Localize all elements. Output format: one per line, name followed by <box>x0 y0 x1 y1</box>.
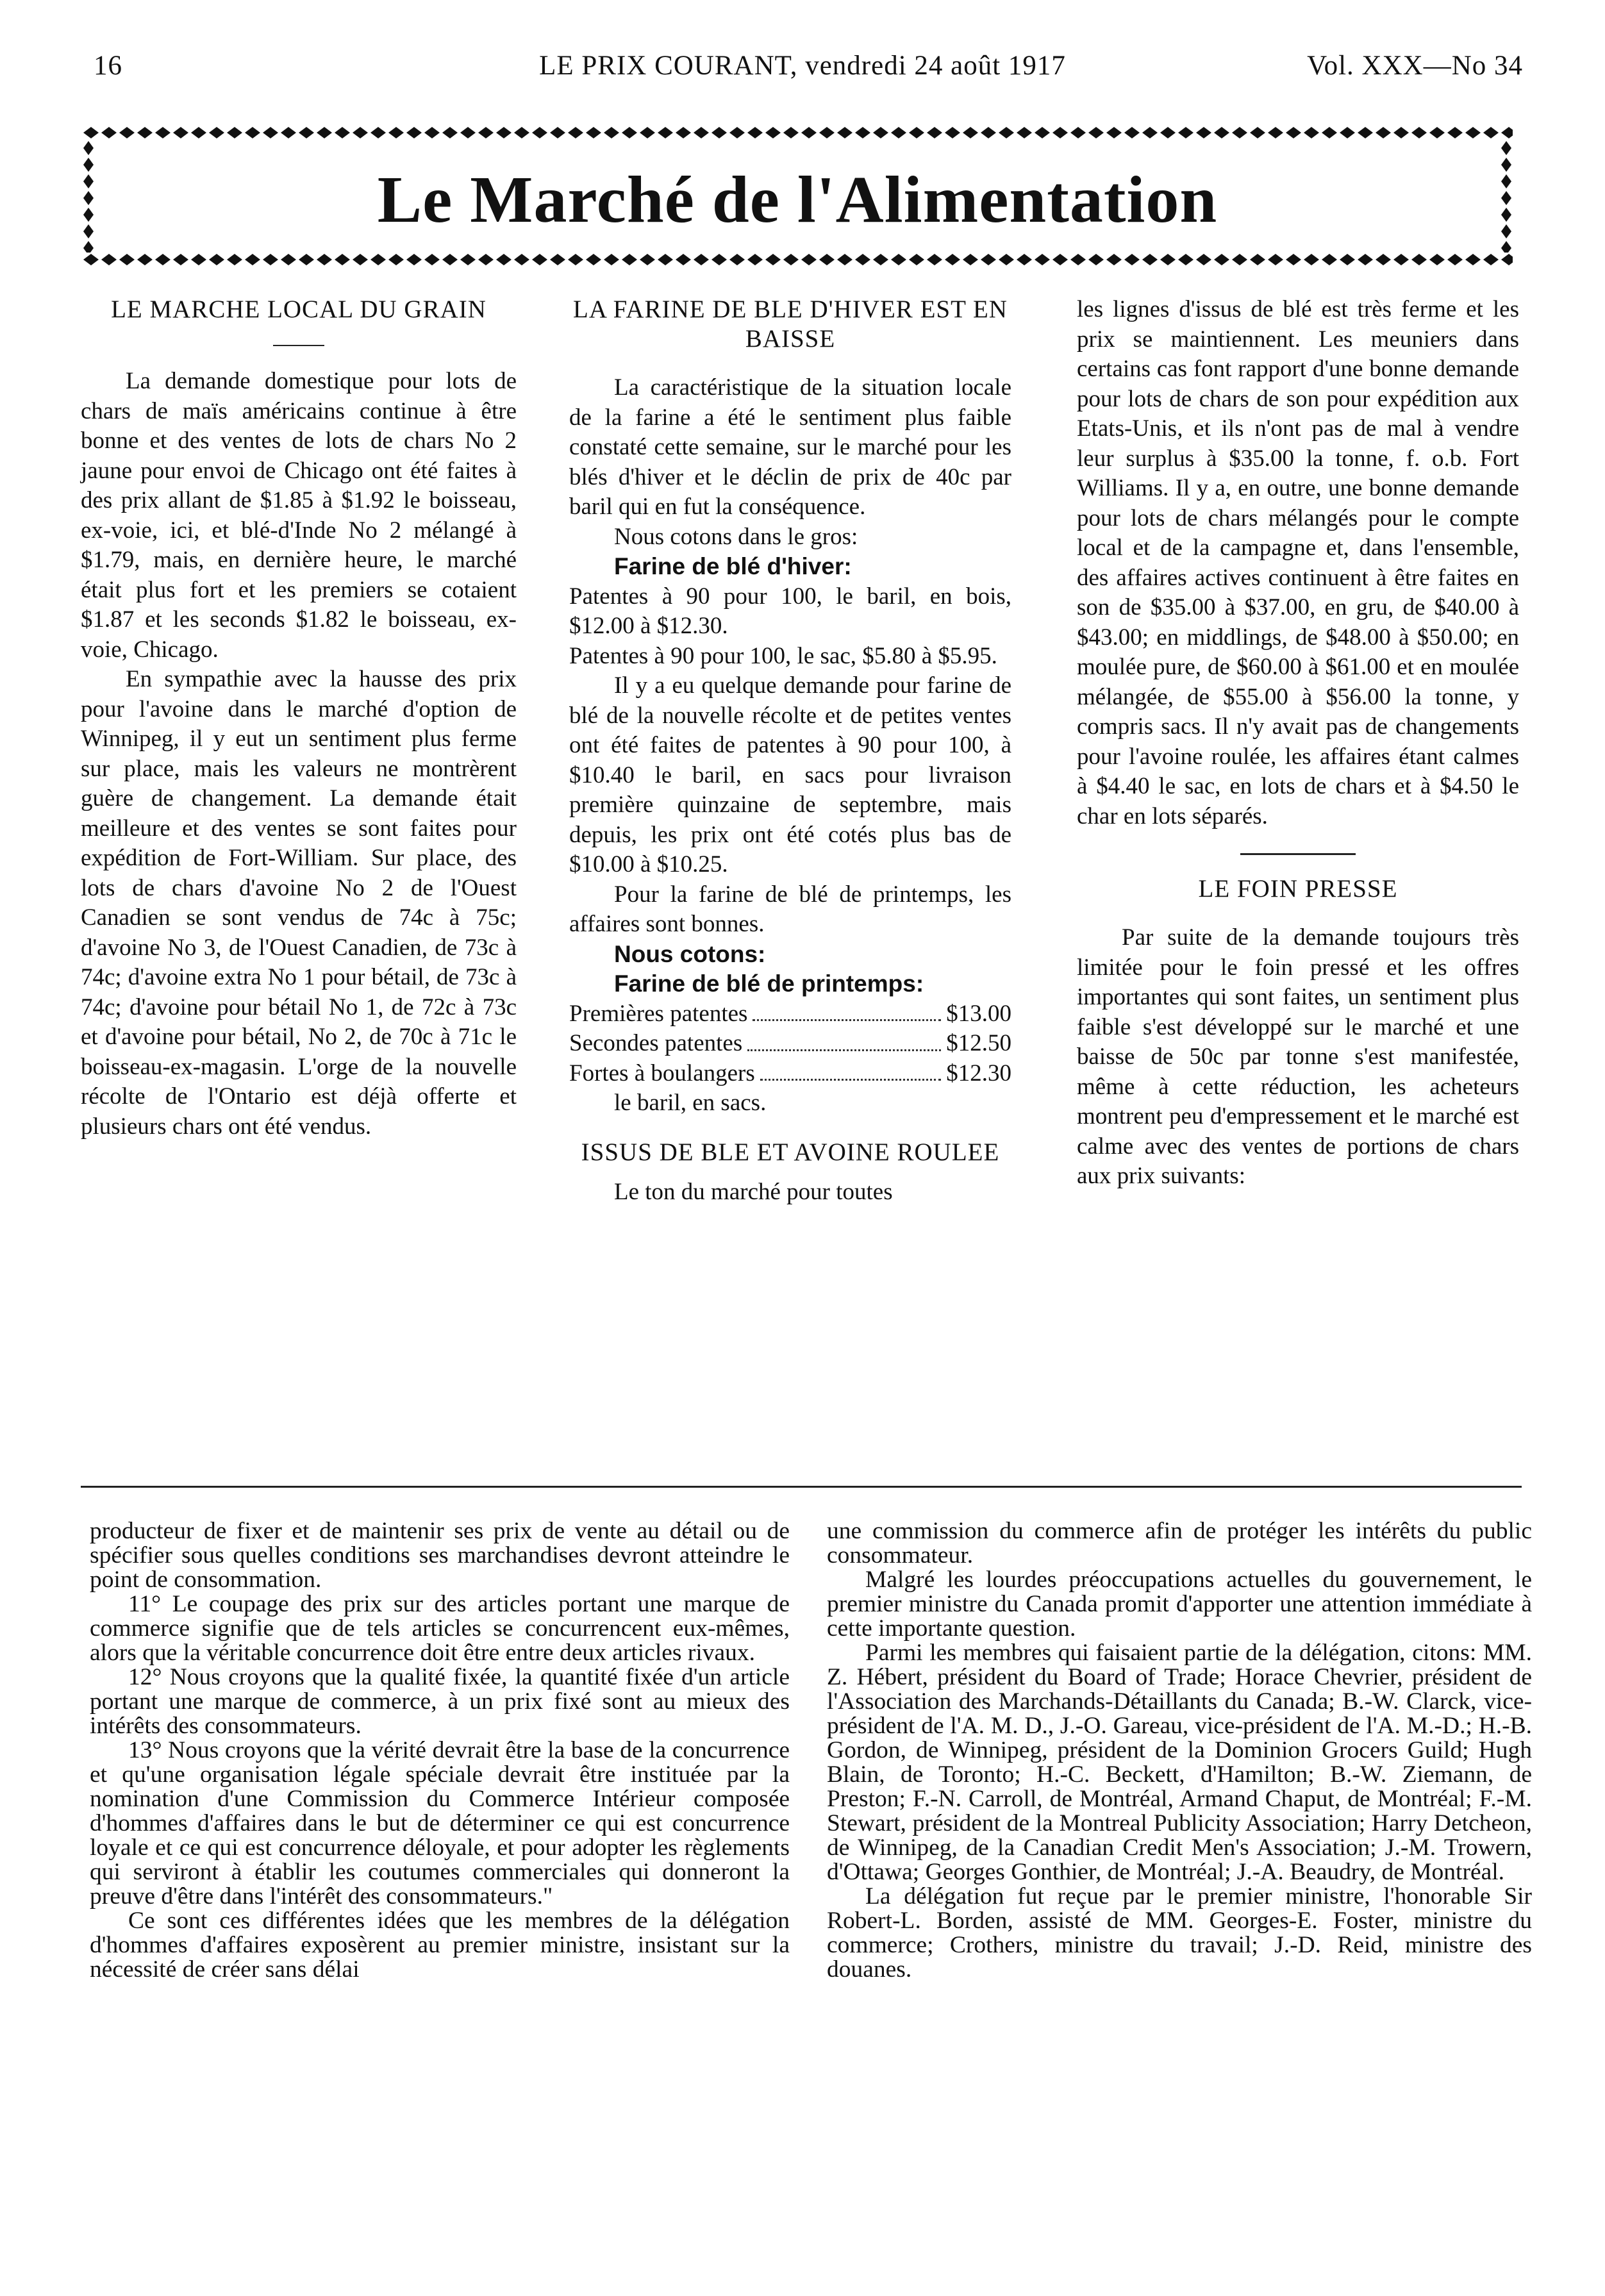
heading-winter-flour: LA FARINE DE BLE D'HIVER EST EN BAISSE <box>573 295 1008 353</box>
subheading-quote: Nous cotons: <box>614 940 766 967</box>
publication-line: LE PRIX COURANT, vendredi 24 août 1917 <box>539 51 1066 81</box>
price-value: $12.50 <box>946 1030 1011 1056</box>
paragraph: Pour la farine de blé de printemps, les affaires sont bonnes. <box>569 881 1011 937</box>
paragraph: producteur de fixer et de maintenir ses prix de vente au détail ou de spécifier sous quelles conditions ses marchandises devront atteindre le point de consommation. <box>90 1518 790 1593</box>
price-name: Premières patentes <box>569 1000 748 1027</box>
column-continuation-left <box>90 1519 790 1982</box>
price-row <box>569 999 1011 1029</box>
price-value: $12.30 <box>946 1060 1011 1086</box>
paragraph: Ce sont ces différentes idées que les membres de la délégation d'hommes d'affaires exposèrent au premier ministre, insistant sur la nécessité de créer sans délai <box>90 1908 790 1983</box>
column-pressed-hay <box>1077 295 1519 1192</box>
volume-number: Vol. XXX—No 34 <box>1307 51 1523 81</box>
paragraph: 11° Le coupage des prix sur des articles portant une marque de commerce signifie que de tels articles se concurrencent eux-mêmes, alors que la véritable concurrence doit être entre deux articles rivaux. <box>90 1591 790 1666</box>
column-continuation-right <box>827 1519 1532 1982</box>
paragraph: La demande domestique pour lots de chars de maïs américains continue à être bonne et des ventes de lots de chars No 2 jaune pour envoi de Chicago ont été faites à des prix allant de $1.85 à $1.92 le boisseau, ex-voie, ici, et blé-d'Inde No 2 mélangé à $1.79, mais, en dernière heure, le marché était plus fort et les premiers se cotaient $1.87 et les seconds $1.82 le boisseau, ex-voie, Chicago. <box>81 368 517 663</box>
paragraph: Parmi les membres qui faisaient partie de la délégation, citons: MM. Z. Hébert, président du Board of Trade; Horace Chevrier, président de l'Association des Marchands-Détaillants du Canada; B.-W. Clarck, vice-président de l'A. M. D., J.-O. Gareau, vice-président de l'A. M.-D.; H.-B. Gordon, de Winnipeg, président de la Dominion Grocers Guild; Hugh Blain, de Toronto; H.-C. Beckett, d'Hamilton; B.-W. Ziemann, de Preston; F.-N. Carroll, de Montréal, Armand Chaput, de Montréal; F.-M. Stewart, président de la Montreal Publicity Association; Harry Detcheon, de Winnipeg, de la Canadian Credit Men's Association; J.-M. Trowern, d'Ottawa; Georges Gonthier, de Montréal; J.-A. Beaudry, de Montréal. <box>827 1640 1532 1885</box>
subheading-winter-flour: Farine de blé d'hiver: <box>614 553 852 579</box>
section-banner <box>82 126 1513 267</box>
heading-local-grain-market: LE MARCHE LOCAL DU GRAIN <box>111 295 486 323</box>
dot-leader <box>753 999 941 1022</box>
paragraph: Le ton du marché pour toutes <box>614 1178 893 1205</box>
paragraph: Il y a eu quelque demande pour farine de blé de la nouvelle récolte et de petites ventes ont été faites de patentes à 90 pour 100, à $10.40 le baril, en sacs pour livraison première quinzaine de septembre, mais depuis, les prix ont été cotés plus bas de $10.00 à $10.25. <box>569 672 1011 878</box>
paragraph: En sympathie avec la hausse des prix pour l'avoine dans le marché d'option de Winnipeg, il y eut un sentiment plus ferme sur place, mais les valeurs ne montrèrent guère de changement. La demande était meilleure et des ventes se sont faites pour expédition de Fort-William. Sur place, des lots de chars d'avoine No 2 de l'Ouest Canadien se sont vendus de 74c à 75c; d'avoine No 3, de l'Ouest Canadien, de 73c à 74c; d'avoine extra No 1 pour bétail, de 73c à 74c; d'avoine pour bétail No 1, de 72c à 73c et d'avoine pour bétail, No 2, de 70c à 71c le boisseau-ex-magasin. L'orge de la nouvelle récolte de l'Ontario est déjà offerte et plusieurs chars ont été vendus. <box>81 666 517 1140</box>
paragraph: Malgré les lourdes préoccupations actuelles du gouvernement, le premier ministre du Canada promit d'apporter une attention immédiate à cette importante question. <box>827 1567 1532 1642</box>
paragraph: le baril, en sacs. <box>614 1090 767 1116</box>
paragraph: 12° Nous croyons que la qualité fixée, la quantité fixée d'un article portant une marque de commerce, à un prix fixé sont au mieux des intérêts des consommateurs. <box>90 1664 790 1739</box>
heading-pressed-hay: LE FOIN PRESSE <box>1198 875 1398 903</box>
paragraph: une commission du commerce afin de protéger les intérêts du public consommateur. <box>827 1518 1532 1568</box>
column-grain-market <box>81 295 517 1142</box>
price-value: $13.00 <box>946 1000 1011 1027</box>
paragraph: Patentes à 90 pour 100, le baril, en bois, $12.00 à $12.30. <box>569 583 1011 639</box>
page-number: 16 <box>94 51 122 81</box>
paragraph: Nous cotons dans le gros: <box>614 523 858 550</box>
price-name: Fortes à boulangers <box>569 1060 755 1086</box>
paragraph: La délégation fut reçue par le premier ministre, l'honorable Sir Robert-L. Borden, assisté de MM. Georges-E. Foster, ministre du commerce; Crothers, ministre du travail; J.-D. Reid, ministre des douanes. <box>827 1883 1532 1983</box>
price-row <box>569 1059 1011 1089</box>
dot-leader <box>760 1059 941 1081</box>
price-name: Secondes patentes <box>569 1030 743 1056</box>
paragraph: 13° Nous croyons que la vérité devrait être la base de la concurrence et qu'une organisation légale spéciale devrait être instituée par la nomination d'une Commission du Commerce Intérieur composée d'hommes d'affaires dans le but de déterminer ce qui est concurrence loyale et ce qui est concurrence déloyale, et pour adopter les règlements qui serviront à établir les coutumes commerciales qui donneront la preuve d'être dans l'intérêt des consommateurs." <box>90 1737 790 1909</box>
price-row <box>569 1029 1011 1059</box>
column-winter-flour <box>569 295 1011 1207</box>
subheading-spring-flour: Farine de blé de printemps: <box>614 970 924 997</box>
heading-wheat-oats: ISSUS DE BLE ET AVOINE ROULEE <box>581 1138 1000 1166</box>
section-divider <box>81 1486 1522 1488</box>
paragraph: les lignes d'issus de blé est très ferme et les prix se maintiennent. Les meuniers dans certains cas font rapport d'une bonne demande pour lots de chars de son pour expédition aux Etats-Unis, et ils n'ont pas de mal à vendre leur surplus à $35.00 la tonne, f. o.b. Fort Williams. Il y a, en outre, une bonne demande pour lots de chars mélangés pour le compte local et de la campagne et, dans l'ensemble, des affaires actives continuent à être faites en son de $35.00 à $37.00, en gru, de $40.00 à $43.00; en middlings, de $48.00 à $50.00; en moulée pure, de $60.00 à $61.00 et en moulée mélangée, de $55.00 à $56.00 la tonne, y compris sacs. Il n'y avait pas de changements pour l'avoine roulée, les affaires étant calmes à $4.40 le sac, en lots de chars et à $4.50 le char en lots séparés. <box>1077 296 1519 829</box>
dot-leader <box>747 1029 941 1051</box>
banner-title: Le Marché de l'Alimentation <box>377 163 1218 237</box>
paragraph: Patentes à 90 pour 100, le sac, $5.80 à $5.95. <box>569 642 997 669</box>
short-rule <box>1240 853 1356 855</box>
ornament-border-bottom <box>82 253 1513 267</box>
paragraph: La caractéristique de la situation locale de la farine a été le sentiment plus faible constaté cette semaine, sur le marché pour les blés d'hiver et le déclin de prix de 40c par baril qui en fut la conséquence. <box>569 374 1011 520</box>
paragraph: Par suite de la demande toujours très limitée pour le foin pressé et les offres importantes qui sont faites, un sentiment plus faible s'est développé sur le marché et une baisse de 50c par tonne s'est manifestée, même à cette réduction, les acheteurs montrent peu d'empressement et le marché est calme avec des ventes de portions de chars aux prix suivants: <box>1077 924 1519 1189</box>
ornament-border-top <box>82 126 1513 140</box>
short-rule <box>273 345 324 346</box>
